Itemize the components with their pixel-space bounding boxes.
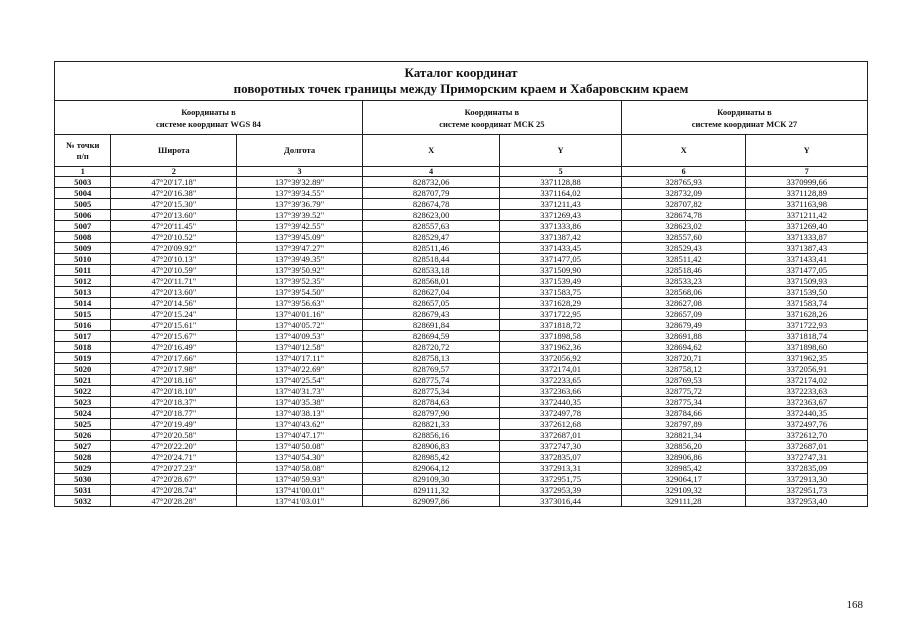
cell-longitude: 137°39'34.55" xyxy=(237,188,363,199)
cell-msk27-y: 3371539,50 xyxy=(746,287,868,298)
cell-latitude: 47°20'18.10" xyxy=(111,386,237,397)
cell-msk27-x: 328568,06 xyxy=(621,287,746,298)
cell-msk25-x: 829064,12 xyxy=(362,463,499,474)
cell-latitude: 47°20'19.49" xyxy=(111,419,237,430)
cell-msk27-x: 328627,08 xyxy=(621,298,746,309)
cell-longitude: 137°40'47.17" xyxy=(237,430,363,441)
cell-point-number: 5016 xyxy=(55,320,111,331)
table-row xyxy=(55,485,868,496)
table-row xyxy=(55,320,868,331)
cell-longitude: 137°40'35.38" xyxy=(237,397,363,408)
cell-latitude: 47°20'18.16" xyxy=(111,375,237,386)
cell-longitude: 137°41'00.01" xyxy=(237,485,363,496)
cell-point-number: 5008 xyxy=(55,232,111,243)
table-row xyxy=(55,287,868,298)
header-msk27-x: X xyxy=(621,135,746,167)
table-row xyxy=(55,474,868,485)
cell-msk25-y: 3372363,66 xyxy=(500,386,621,397)
catalog-title-main: Каталог координат xyxy=(404,65,518,80)
table-row xyxy=(55,188,868,199)
page-number: 168 xyxy=(846,599,863,611)
cell-msk25-y: 3372174,01 xyxy=(500,364,621,375)
cell-longitude: 137°40'43.62" xyxy=(237,419,363,430)
cell-msk25-x: 828557,63 xyxy=(362,221,499,232)
cell-point-number: 5020 xyxy=(55,364,111,375)
cell-msk27-x: 328623,02 xyxy=(621,221,746,232)
cell-longitude: 137°40'31.73" xyxy=(237,386,363,397)
cell-msk27-x: 328720,71 xyxy=(621,353,746,364)
cell-point-number: 5025 xyxy=(55,419,111,430)
cell-msk27-x: 328511,42 xyxy=(621,254,746,265)
cell-msk27-y: 3372174,02 xyxy=(746,375,868,386)
cell-latitude: 47°20'10.59" xyxy=(111,265,237,276)
cell-msk25-y: 3372497,78 xyxy=(500,408,621,419)
cell-longitude: 137°39'50.92" xyxy=(237,265,363,276)
cell-point-number: 5029 xyxy=(55,463,111,474)
cell-msk25-y: 3371818,72 xyxy=(500,320,621,331)
header-point-number-line2: п/п xyxy=(76,150,89,161)
header-group-wgs84 xyxy=(55,101,363,135)
cell-msk27-x: 328797,89 xyxy=(621,419,746,430)
table-row xyxy=(55,364,868,375)
cell-msk27-y: 3372497,76 xyxy=(746,419,868,430)
column-number-5: 5 xyxy=(500,167,621,177)
header-msk25-x: X xyxy=(362,135,499,167)
cell-msk27-y: 3371477,05 xyxy=(746,265,868,276)
table-row xyxy=(55,430,868,441)
cell-latitude: 47°20'16.38" xyxy=(111,188,237,199)
cell-msk27-y: 3371269,40 xyxy=(746,221,868,232)
cell-latitude: 47°20'17.66" xyxy=(111,353,237,364)
cell-msk27-y: 3372687,01 xyxy=(746,441,868,452)
table-row xyxy=(55,232,868,243)
cell-msk25-x: 828533,18 xyxy=(362,265,499,276)
cell-msk25-x: 828657,05 xyxy=(362,298,499,309)
table-row xyxy=(55,441,868,452)
cell-longitude: 137°40'59.93" xyxy=(237,474,363,485)
cell-msk25-x: 828797,90 xyxy=(362,408,499,419)
header-group-msk27 xyxy=(621,101,867,135)
cell-msk25-y: 3371962,36 xyxy=(500,342,621,353)
cell-msk25-x: 828821,33 xyxy=(362,419,499,430)
cell-msk25-x: 828568,01 xyxy=(362,276,499,287)
cell-msk25-y: 3371539,49 xyxy=(500,276,621,287)
cell-longitude: 137°40'38.13" xyxy=(237,408,363,419)
cell-msk25-x: 828627,04 xyxy=(362,287,499,298)
cell-msk25-x: 828529,47 xyxy=(362,232,499,243)
cell-msk27-x: 328821,34 xyxy=(621,430,746,441)
table-row xyxy=(55,419,868,430)
cell-msk27-y: 3372056,91 xyxy=(746,364,868,375)
cell-point-number: 5013 xyxy=(55,287,111,298)
cell-longitude: 137°40'50.08" xyxy=(237,441,363,452)
header-point-number xyxy=(55,135,111,167)
header-group-msk27-line2: системе координат МСК 27 xyxy=(691,118,798,129)
cell-point-number: 5005 xyxy=(55,199,111,210)
cell-latitude: 47°20'18.77" xyxy=(111,408,237,419)
column-number-2: 2 xyxy=(111,167,237,177)
cell-msk27-y: 3371962,35 xyxy=(746,353,868,364)
cell-msk27-x: 328906,86 xyxy=(621,452,746,463)
cell-point-number: 5012 xyxy=(55,276,111,287)
cell-longitude: 137°40'25.54" xyxy=(237,375,363,386)
cell-msk27-x: 328674,78 xyxy=(621,210,746,221)
cell-msk27-y: 3372612,70 xyxy=(746,430,868,441)
cell-latitude: 47°20'28.74" xyxy=(111,485,237,496)
cell-longitude: 137°39'52.35" xyxy=(237,276,363,287)
cell-msk27-x: 328691,88 xyxy=(621,331,746,342)
cell-msk27-x: 328694,62 xyxy=(621,342,746,353)
cell-msk27-y: 3372747,31 xyxy=(746,452,868,463)
cell-msk27-y: 3372835,09 xyxy=(746,463,868,474)
cell-latitude: 47°20'14.56" xyxy=(111,298,237,309)
column-number-7: 7 xyxy=(746,167,868,177)
cell-point-number: 5028 xyxy=(55,452,111,463)
header-longitude: Долгота xyxy=(237,135,363,167)
cell-point-number: 5003 xyxy=(55,177,111,188)
cell-point-number: 5026 xyxy=(55,430,111,441)
table-row xyxy=(55,397,868,408)
cell-longitude: 137°40'12.58" xyxy=(237,342,363,353)
cell-msk25-x: 828775,34 xyxy=(362,386,499,397)
header-group-wgs84-line2: системе координат WGS 84 xyxy=(156,118,261,129)
cell-msk27-y: 3371628,26 xyxy=(746,309,868,320)
cell-msk25-x: 828775,74 xyxy=(362,375,499,386)
cell-msk27-y: 3371722,93 xyxy=(746,320,868,331)
cell-point-number: 5032 xyxy=(55,496,111,507)
cell-latitude: 47°20'10.13" xyxy=(111,254,237,265)
cell-msk27-x: 328775,34 xyxy=(621,397,746,408)
cell-msk25-y: 3371509,90 xyxy=(500,265,621,276)
cell-point-number: 5027 xyxy=(55,441,111,452)
cell-msk27-x: 328529,43 xyxy=(621,243,746,254)
cell-msk27-x: 328732,09 xyxy=(621,188,746,199)
cell-msk25-x: 828694,59 xyxy=(362,331,499,342)
cell-longitude: 137°39'42.55" xyxy=(237,221,363,232)
cell-msk25-x: 828769,57 xyxy=(362,364,499,375)
cell-longitude: 137°39'54.50" xyxy=(237,287,363,298)
header-latitude: Широта xyxy=(111,135,237,167)
cell-msk27-y: 3371818,74 xyxy=(746,331,868,342)
cell-msk25-y: 3371898,58 xyxy=(500,331,621,342)
cell-latitude: 47°20'22.20" xyxy=(111,441,237,452)
cell-msk25-y: 3371628,29 xyxy=(500,298,621,309)
header-group-wgs84-line1: Координаты в xyxy=(181,106,236,117)
cell-latitude: 47°20'28.67" xyxy=(111,474,237,485)
cell-msk25-x: 828856,16 xyxy=(362,430,499,441)
header-group-msk25 xyxy=(362,101,621,135)
cell-msk27-y: 3371211,42 xyxy=(746,210,868,221)
cell-msk27-x: 328707,82 xyxy=(621,199,746,210)
cell-latitude: 47°20'28.28" xyxy=(111,496,237,507)
catalog-title xyxy=(55,62,868,101)
table-row xyxy=(55,463,868,474)
cell-point-number: 5018 xyxy=(55,342,111,353)
cell-latitude: 47°20'11.45" xyxy=(111,221,237,232)
table-row xyxy=(55,177,868,188)
cell-msk25-x: 828784,63 xyxy=(362,397,499,408)
cell-longitude: 137°39'45.09" xyxy=(237,232,363,243)
cell-msk27-y: 3371387,43 xyxy=(746,243,868,254)
table-row xyxy=(55,496,868,507)
table-row xyxy=(55,408,868,419)
cell-latitude: 47°20'13.60" xyxy=(111,210,237,221)
header-point-number-line1: № точки xyxy=(66,139,100,150)
cell-longitude: 137°39'49.35" xyxy=(237,254,363,265)
cell-longitude: 137°39'32.89" xyxy=(237,177,363,188)
cell-point-number: 5014 xyxy=(55,298,111,309)
cell-latitude: 47°20'15.61" xyxy=(111,320,237,331)
cell-latitude: 47°20'15.67" xyxy=(111,331,237,342)
cell-msk25-y: 3371583,75 xyxy=(500,287,621,298)
cell-msk25-y: 3372612,68 xyxy=(500,419,621,430)
table-row xyxy=(55,309,868,320)
cell-latitude: 47°20'11.71" xyxy=(111,276,237,287)
cell-msk25-y: 3371164,02 xyxy=(500,188,621,199)
cell-msk25-y: 3372233,65 xyxy=(500,375,621,386)
cell-msk25-y: 3372835,07 xyxy=(500,452,621,463)
cell-msk25-y: 3371211,43 xyxy=(500,199,621,210)
cell-msk27-y: 3371898,60 xyxy=(746,342,868,353)
cell-msk27-y: 3371333,87 xyxy=(746,232,868,243)
cell-msk27-x: 328856,20 xyxy=(621,441,746,452)
cell-msk25-y: 3372440,35 xyxy=(500,397,621,408)
cell-msk25-y: 3372913,31 xyxy=(500,463,621,474)
cell-longitude: 137°40'22.69" xyxy=(237,364,363,375)
cell-msk27-x: 328985,42 xyxy=(621,463,746,474)
table-row xyxy=(55,199,868,210)
cell-msk25-x: 828720,72 xyxy=(362,342,499,353)
cell-msk27-y: 3370999,66 xyxy=(746,177,868,188)
cell-msk25-y: 3371477,05 xyxy=(500,254,621,265)
cell-msk27-x: 329109,32 xyxy=(621,485,746,496)
cell-msk25-x: 828732,06 xyxy=(362,177,499,188)
cell-point-number: 5023 xyxy=(55,397,111,408)
cell-msk25-x: 828511,46 xyxy=(362,243,499,254)
header-msk25-y: Y xyxy=(500,135,621,167)
table-row xyxy=(55,452,868,463)
table-row xyxy=(55,386,868,397)
cell-msk27-x: 328775,72 xyxy=(621,386,746,397)
cell-longitude: 137°41'03.01" xyxy=(237,496,363,507)
cell-msk27-y: 3372440,35 xyxy=(746,408,868,419)
cell-point-number: 5031 xyxy=(55,485,111,496)
cell-msk27-x: 328765,93 xyxy=(621,177,746,188)
cell-latitude: 47°20'09.92" xyxy=(111,243,237,254)
cell-msk25-y: 3371269,43 xyxy=(500,210,621,221)
cell-point-number: 5019 xyxy=(55,353,111,364)
cell-point-number: 5024 xyxy=(55,408,111,419)
cell-longitude: 137°40'54.30" xyxy=(237,452,363,463)
table-row xyxy=(55,298,868,309)
cell-latitude: 47°20'16.49" xyxy=(111,342,237,353)
cell-latitude: 47°20'20.58" xyxy=(111,430,237,441)
cell-longitude: 137°40'01.16" xyxy=(237,309,363,320)
cell-msk25-x: 828518,44 xyxy=(362,254,499,265)
table-row xyxy=(55,210,868,221)
cell-msk25-x: 828758,13 xyxy=(362,353,499,364)
table-row xyxy=(55,276,868,287)
cell-msk25-x: 829109,30 xyxy=(362,474,499,485)
cell-msk27-y: 3371128,89 xyxy=(746,188,868,199)
cell-msk25-x: 828623,00 xyxy=(362,210,499,221)
cell-point-number: 5021 xyxy=(55,375,111,386)
cell-latitude: 47°20'17.98" xyxy=(111,364,237,375)
cell-msk25-y: 3371128,88 xyxy=(500,177,621,188)
cell-latitude: 47°20'13.60" xyxy=(111,287,237,298)
column-number-3: 3 xyxy=(237,167,363,177)
table-row xyxy=(55,265,868,276)
table-row xyxy=(55,353,868,364)
cell-latitude: 47°20'17.18" xyxy=(111,177,237,188)
header-msk27-y: Y xyxy=(746,135,868,167)
table-row xyxy=(55,254,868,265)
cell-msk27-x: 328657,09 xyxy=(621,309,746,320)
table-row xyxy=(55,331,868,342)
column-number-1: 1 xyxy=(55,167,111,177)
cell-msk27-x: 328533,23 xyxy=(621,276,746,287)
cell-msk27-x: 328769,53 xyxy=(621,375,746,386)
cell-msk25-x: 829111,32 xyxy=(362,485,499,496)
cell-msk25-x: 828691,84 xyxy=(362,320,499,331)
cell-point-number: 5011 xyxy=(55,265,111,276)
cell-point-number: 5004 xyxy=(55,188,111,199)
cell-msk25-x: 828985,42 xyxy=(362,452,499,463)
cell-msk27-y: 3372953,40 xyxy=(746,496,868,507)
cell-msk27-x: 328758,12 xyxy=(621,364,746,375)
table-row xyxy=(55,342,868,353)
cell-longitude: 137°39'39.52" xyxy=(237,210,363,221)
cell-msk25-y: 3372056,92 xyxy=(500,353,621,364)
header-group-msk25-line1: Координаты в xyxy=(464,106,520,117)
cell-msk25-x: 828707,79 xyxy=(362,188,499,199)
cell-msk25-y: 3372687,01 xyxy=(500,430,621,441)
cell-msk27-y: 3372951,73 xyxy=(746,485,868,496)
cell-msk27-x: 329064,17 xyxy=(621,474,746,485)
cell-msk25-y: 3372951,75 xyxy=(500,474,621,485)
cell-msk27-y: 3372363,67 xyxy=(746,397,868,408)
cell-latitude: 47°20'15.24" xyxy=(111,309,237,320)
table-row xyxy=(55,221,868,232)
cell-latitude: 47°20'10.52" xyxy=(111,232,237,243)
cell-msk27-y: 3371433,41 xyxy=(746,254,868,265)
cell-msk25-x: 829097,86 xyxy=(362,496,499,507)
cell-msk27-x: 328518,46 xyxy=(621,265,746,276)
cell-longitude: 137°39'47.27" xyxy=(237,243,363,254)
cell-point-number: 5009 xyxy=(55,243,111,254)
cell-longitude: 137°39'36.79" xyxy=(237,199,363,210)
column-number-4: 4 xyxy=(362,167,499,177)
cell-longitude: 137°40'17.11" xyxy=(237,353,363,364)
header-group-msk27-line1: Координаты в xyxy=(717,106,772,117)
cell-latitude: 47°20'18.37" xyxy=(111,397,237,408)
cell-latitude: 47°20'27.23" xyxy=(111,463,237,474)
cell-longitude: 137°40'58.08" xyxy=(237,463,363,474)
cell-latitude: 47°20'15.30" xyxy=(111,199,237,210)
cell-msk25-y: 3371333,86 xyxy=(500,221,621,232)
cell-msk27-y: 3371583,74 xyxy=(746,298,868,309)
cell-msk25-y: 3372953,39 xyxy=(500,485,621,496)
catalog-title-subtitle: поворотных точек границы между Приморским краем и Хабаровским краем xyxy=(233,81,689,96)
cell-msk27-y: 3372913,30 xyxy=(746,474,868,485)
cell-msk25-y: 3372747,30 xyxy=(500,441,621,452)
cell-msk27-y: 3372233,63 xyxy=(746,386,868,397)
header-group-msk25-line2: системе координат МСК 25 xyxy=(439,118,545,129)
cell-msk27-x: 329111,28 xyxy=(621,496,746,507)
cell-msk25-x: 828674,78 xyxy=(362,199,499,210)
cell-msk27-x: 328784,66 xyxy=(621,408,746,419)
column-number-6: 6 xyxy=(621,167,746,177)
cell-msk25-y: 3373016,44 xyxy=(500,496,621,507)
cell-point-number: 5022 xyxy=(55,386,111,397)
cell-longitude: 137°40'09.53" xyxy=(237,331,363,342)
cell-msk27-y: 3371509,93 xyxy=(746,276,868,287)
cell-msk27-x: 328679,49 xyxy=(621,320,746,331)
cell-msk25-x: 828906,83 xyxy=(362,441,499,452)
cell-point-number: 5017 xyxy=(55,331,111,342)
cell-point-number: 5006 xyxy=(55,210,111,221)
cell-longitude: 137°40'05.72" xyxy=(237,320,363,331)
cell-latitude: 47°20'24.71" xyxy=(111,452,237,463)
cell-msk25-y: 3371722,95 xyxy=(500,309,621,320)
cell-msk27-x: 328557,60 xyxy=(621,232,746,243)
table-row xyxy=(55,243,868,254)
cell-point-number: 5030 xyxy=(55,474,111,485)
cell-msk25-y: 3371387,42 xyxy=(500,232,621,243)
cell-point-number: 5010 xyxy=(55,254,111,265)
cell-msk25-x: 828679,43 xyxy=(362,309,499,320)
table-body xyxy=(55,177,868,507)
table-row xyxy=(55,375,868,386)
cell-longitude: 137°39'56.63" xyxy=(237,298,363,309)
cell-point-number: 5015 xyxy=(55,309,111,320)
cell-point-number: 5007 xyxy=(55,221,111,232)
cell-msk25-y: 3371433,45 xyxy=(500,243,621,254)
cell-msk27-y: 3371163,98 xyxy=(746,199,868,210)
coordinate-catalog-table xyxy=(54,61,868,507)
